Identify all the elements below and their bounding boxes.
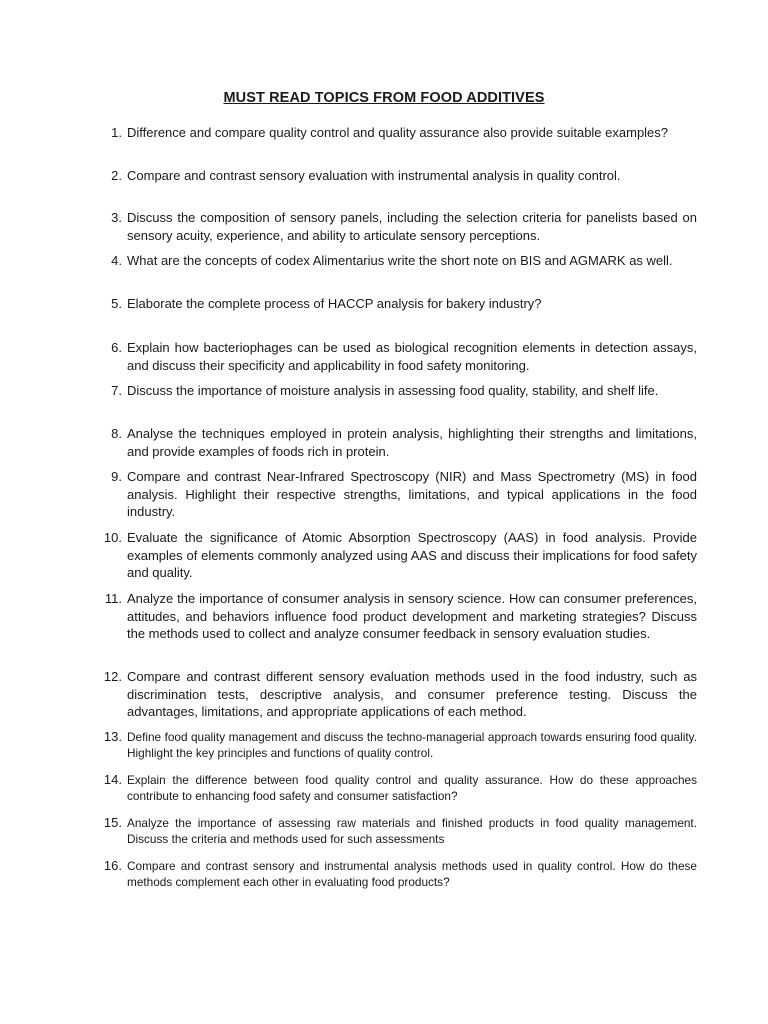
item-text: Define food quality management and discuss the techno-managerial approach towards ensuring food quality. Highlight the key principles and functions of quality control. <box>127 730 697 761</box>
list-item <box>100 209 697 244</box>
item-number: 3. <box>111 210 122 225</box>
list-item <box>100 339 697 374</box>
list-item <box>100 668 697 721</box>
list-item <box>100 167 697 185</box>
item-text: Compare and contrast sensory evaluation with instrumental analysis in quality control. <box>127 168 621 183</box>
item-text: Elaborate the complete process of HACCP analysis for bakery industry? <box>127 296 542 311</box>
list-item <box>100 590 697 643</box>
item-text: Explain the difference between food quality control and quality assurance. How do these approaches contribute to enhancing food safety and consumer satisfaction? <box>127 773 697 804</box>
item-number: 14. <box>103 772 122 787</box>
item-text: Compare and contrast Near-Infrared Spectroscopy (NIR) and Mass Spectrometry (MS) in food analysis. Highlight their respective strengths, limitations, and typical applications in the food industry. <box>127 469 697 520</box>
list-item <box>100 729 697 762</box>
item-number: 1. <box>111 125 122 140</box>
list-item <box>100 468 697 521</box>
item-number: 6. <box>111 340 122 355</box>
item-text: Discuss the composition of sensory panels, including the selection criteria for panelists based on sensory acuity, experience, and ability to articulate sensory perceptions. <box>127 210 697 243</box>
item-number: 16. <box>103 858 122 873</box>
item-text: Analyze the importance of consumer analysis in sensory science. How can consumer preferences, attitudes, and behaviors influence food product development and marketing strategies? Discuss the methods used to collect and analyze consumer feedback in sensory evaluation studies. <box>127 591 697 642</box>
item-number: 5. <box>111 296 122 311</box>
item-text: Analyze the importance of assessing raw materials and finished products in food quality management. Discuss the criteria and methods used for such assessments <box>127 816 697 847</box>
list-item <box>100 772 697 805</box>
list-item <box>100 382 697 400</box>
item-number: 4. <box>111 253 122 268</box>
item-text: Compare and contrast different sensory evaluation methods used in the food industry, such as discrimination tests, descriptive analysis, and consumer preference testing. Discuss the advantages, limitations, and appropriate applications of each method. <box>127 669 697 720</box>
item-text: Explain how bacteriophages can be used as biological recognition elements in detection assays, and discuss their specificity and applicability in food safety monitoring. <box>127 340 697 373</box>
item-number: 15. <box>103 815 122 830</box>
item-text: Analyse the techniques employed in protein analysis, highlighting their strengths and limitations, and provide examples of foods rich in protein. <box>127 426 697 459</box>
item-number: 13. <box>103 729 122 744</box>
item-text: Discuss the importance of moisture analysis in assessing food quality, stability, and shelf life. <box>127 383 659 398</box>
item-number: 9. <box>111 469 122 484</box>
item-text: Evaluate the significance of Atomic Absorption Spectroscopy (AAS) in food analysis. Provide examples of elements commonly analyzed using AAS and discuss their implications for food safety and quality. <box>127 530 697 581</box>
list-item <box>100 858 697 891</box>
item-number: 7. <box>111 383 122 398</box>
list-item <box>100 425 697 460</box>
item-number: 11. <box>104 591 122 606</box>
item-number: 12. <box>103 669 122 684</box>
item-text: Compare and contrast sensory and instrumental analysis methods used in quality control. How do these methods complement each other in evaluating food products? <box>127 859 697 890</box>
item-number: 8. <box>111 426 122 441</box>
page-title: MUST READ TOPICS FROM FOOD ADDITIVES <box>223 90 545 106</box>
item-text: What are the concepts of codex Alimentarius write the short note on BIS and AGMARK as well. <box>127 253 673 268</box>
list-item <box>100 295 697 313</box>
list-item <box>100 252 697 270</box>
list-item <box>100 124 697 142</box>
item-text: Difference and compare quality control and quality assurance also provide suitable examples? <box>127 125 669 140</box>
list-item <box>100 815 697 848</box>
item-number: 2. <box>111 168 122 183</box>
item-number: 10. <box>103 530 122 545</box>
list-item <box>100 529 697 582</box>
